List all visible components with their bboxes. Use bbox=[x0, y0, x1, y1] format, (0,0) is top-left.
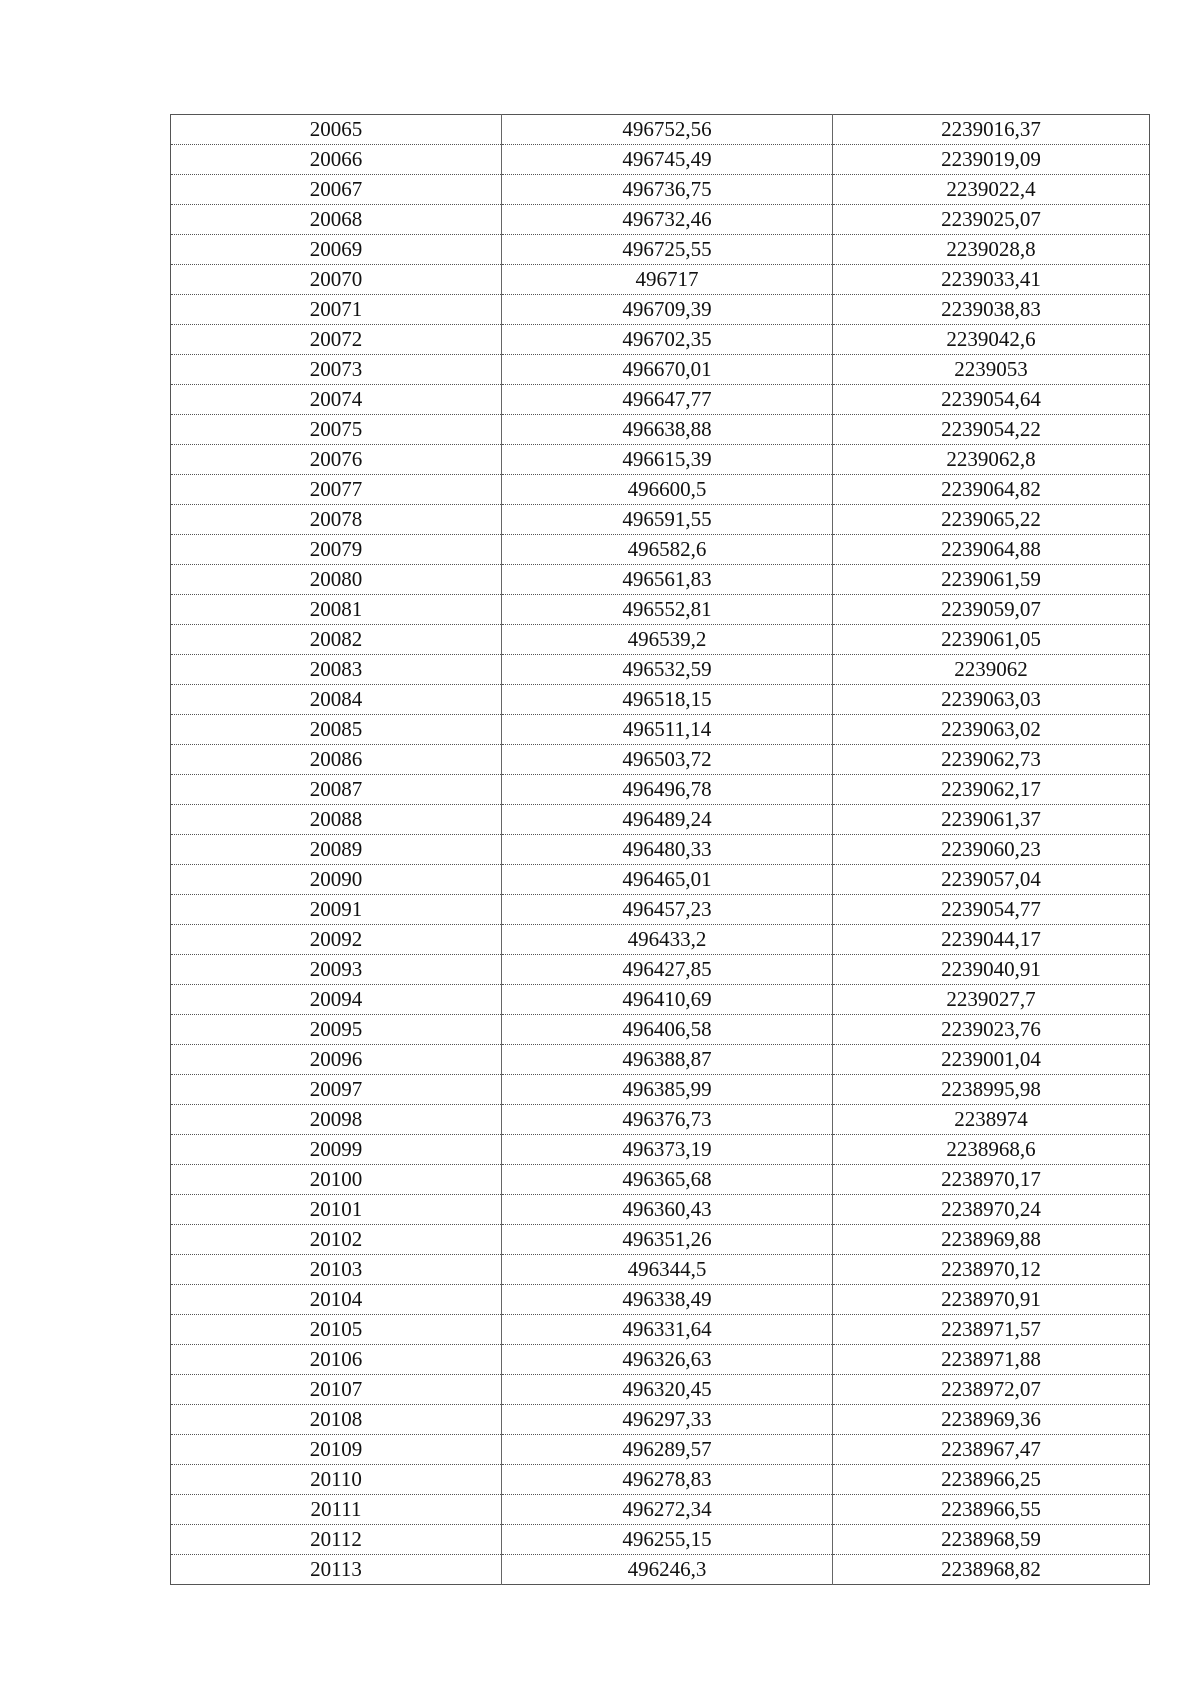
y-coordinate-cell: 2239023,76 bbox=[833, 1015, 1150, 1045]
point-number-cell: 20107 bbox=[171, 1375, 502, 1405]
x-coordinate-cell: 496427,85 bbox=[502, 955, 833, 985]
y-coordinate-cell: 2239042,6 bbox=[833, 325, 1150, 355]
point-number-cell: 20067 bbox=[171, 175, 502, 205]
table-row bbox=[171, 235, 1150, 265]
point-number-cell: 20082 bbox=[171, 625, 502, 655]
point-number-cell: 20094 bbox=[171, 985, 502, 1015]
point-number-cell: 20083 bbox=[171, 655, 502, 685]
table-row bbox=[171, 1465, 1150, 1495]
table-row bbox=[171, 475, 1150, 505]
y-coordinate-cell: 2239057,04 bbox=[833, 865, 1150, 895]
y-coordinate-cell: 2238970,12 bbox=[833, 1255, 1150, 1285]
y-coordinate-cell: 2239061,05 bbox=[833, 625, 1150, 655]
point-number-cell: 20092 bbox=[171, 925, 502, 955]
y-coordinate-cell: 2238969,88 bbox=[833, 1225, 1150, 1255]
point-number-cell: 20110 bbox=[171, 1465, 502, 1495]
x-coordinate-cell: 496709,39 bbox=[502, 295, 833, 325]
x-coordinate-cell: 496600,5 bbox=[502, 475, 833, 505]
point-number-cell: 20078 bbox=[171, 505, 502, 535]
x-coordinate-cell: 496752,56 bbox=[502, 115, 833, 145]
point-number-cell: 20076 bbox=[171, 445, 502, 475]
y-coordinate-cell: 2238995,98 bbox=[833, 1075, 1150, 1105]
table-row bbox=[171, 805, 1150, 835]
table-row bbox=[171, 355, 1150, 385]
x-coordinate-cell: 496320,45 bbox=[502, 1375, 833, 1405]
x-coordinate-cell: 496496,78 bbox=[502, 775, 833, 805]
y-coordinate-cell: 2239025,07 bbox=[833, 205, 1150, 235]
x-coordinate-cell: 496376,73 bbox=[502, 1105, 833, 1135]
table-row bbox=[171, 925, 1150, 955]
table-row bbox=[171, 205, 1150, 235]
x-coordinate-cell: 496246,3 bbox=[502, 1555, 833, 1585]
x-coordinate-cell: 496255,15 bbox=[502, 1525, 833, 1555]
table-row bbox=[171, 1285, 1150, 1315]
table-row bbox=[171, 1135, 1150, 1165]
y-coordinate-cell: 2239019,09 bbox=[833, 145, 1150, 175]
y-coordinate-cell: 2239054,22 bbox=[833, 415, 1150, 445]
y-coordinate-cell: 2238968,82 bbox=[941, 1557, 1041, 1581]
point-number-cell: 20095 bbox=[171, 1015, 502, 1045]
x-coordinate-cell: 496373,19 bbox=[502, 1135, 833, 1165]
x-coordinate-cell: 496745,49 bbox=[502, 145, 833, 175]
y-coordinate-cell: 2239063,03 bbox=[833, 685, 1150, 715]
table-row bbox=[171, 955, 1150, 985]
x-coordinate-cell: 496503,72 bbox=[502, 745, 833, 775]
x-coordinate-cell: 496732,46 bbox=[502, 205, 833, 235]
table-row bbox=[171, 895, 1150, 925]
table-row bbox=[171, 565, 1150, 595]
y-coordinate-cell: 2238967,47 bbox=[833, 1435, 1150, 1465]
table-row bbox=[171, 1525, 1150, 1555]
y-coordinate-cell: 2239001,04 bbox=[833, 1045, 1150, 1075]
table-row bbox=[171, 865, 1150, 895]
y-coordinate-cell: 2239054,64 bbox=[833, 385, 1150, 415]
point-number-cell: 20071 bbox=[171, 295, 502, 325]
x-coordinate-cell: 496338,49 bbox=[502, 1285, 833, 1315]
y-coordinate-cell: 2239044,17 bbox=[833, 925, 1150, 955]
x-coordinate-cell: 496670,01 bbox=[502, 355, 833, 385]
coordinates-table bbox=[170, 114, 1150, 1585]
point-number-cell: 20113 bbox=[171, 1555, 502, 1585]
point-number-cell: 20069 bbox=[171, 235, 502, 265]
table-row bbox=[171, 625, 1150, 655]
x-coordinate-cell: 496326,63 bbox=[502, 1345, 833, 1375]
y-coordinate-cell: 2238974 bbox=[833, 1105, 1150, 1135]
y-coordinate-cell: 2239027,7 bbox=[833, 985, 1150, 1015]
y-coordinate-cell: 2239065,22 bbox=[833, 505, 1150, 535]
point-number-cell: 20111 bbox=[171, 1495, 502, 1525]
point-number-cell: 20090 bbox=[171, 865, 502, 895]
table-row bbox=[171, 265, 1150, 295]
point-number-cell: 20084 bbox=[171, 685, 502, 715]
y-coordinate-cell: 2239063,02 bbox=[833, 715, 1150, 745]
table-row bbox=[171, 1405, 1150, 1435]
table-row bbox=[171, 1435, 1150, 1465]
y-coordinate-cell: 2238970,24 bbox=[833, 1195, 1150, 1225]
x-coordinate-cell: 496702,35 bbox=[502, 325, 833, 355]
y-coordinate-cell: 2238971,88 bbox=[833, 1345, 1150, 1375]
y-coordinate-cell: 2238970,91 bbox=[833, 1285, 1150, 1315]
table-row bbox=[171, 295, 1150, 325]
y-coordinate-cell: 2239062,17 bbox=[833, 775, 1150, 805]
point-number-cell: 20093 bbox=[171, 955, 502, 985]
y-coordinate-cell: 2239033,41 bbox=[833, 265, 1150, 295]
x-coordinate-cell: 496344,5 bbox=[502, 1255, 833, 1285]
table-row bbox=[171, 1255, 1150, 1285]
x-coordinate-cell: 496297,33 bbox=[502, 1405, 833, 1435]
table-row bbox=[171, 415, 1150, 445]
y-coordinate-cell: 2238966,25 bbox=[833, 1465, 1150, 1495]
point-number-cell: 20106 bbox=[171, 1345, 502, 1375]
point-number-cell: 20112 bbox=[171, 1525, 502, 1555]
x-coordinate-cell: 496360,43 bbox=[502, 1195, 833, 1225]
point-number-cell: 20085 bbox=[171, 715, 502, 745]
table-row bbox=[171, 1105, 1150, 1135]
point-number-cell: 20087 bbox=[171, 775, 502, 805]
y-coordinate-cell: 2238970,17 bbox=[833, 1165, 1150, 1195]
table-row bbox=[171, 1045, 1150, 1075]
point-number-cell: 20108 bbox=[171, 1405, 502, 1435]
table-row bbox=[171, 1375, 1150, 1405]
table-row bbox=[171, 1315, 1150, 1345]
y-coordinate-cell: 2238972,07 bbox=[833, 1375, 1150, 1405]
point-number-cell: 20068 bbox=[171, 205, 502, 235]
table-row bbox=[171, 745, 1150, 775]
point-number-cell: 20096 bbox=[171, 1045, 502, 1075]
x-coordinate-cell: 496561,83 bbox=[502, 565, 833, 595]
table-row bbox=[171, 175, 1150, 205]
y-coordinate-cell: 2239016,37 bbox=[833, 115, 1150, 145]
y-coordinate-cell: 2239062,73 bbox=[833, 745, 1150, 775]
y-coordinate-cell: 2239062,8 bbox=[833, 445, 1150, 475]
x-coordinate-cell: 496532,59 bbox=[502, 655, 833, 685]
table-row bbox=[171, 1555, 1150, 1585]
x-coordinate-cell: 496289,57 bbox=[502, 1435, 833, 1465]
table-row bbox=[171, 1225, 1150, 1255]
point-number-cell: 20070 bbox=[171, 265, 502, 295]
x-coordinate-cell: 496385,99 bbox=[502, 1075, 833, 1105]
point-number-cell: 20077 bbox=[171, 475, 502, 505]
table-row bbox=[171, 325, 1150, 355]
y-coordinate-cell: 2239053 bbox=[833, 355, 1150, 385]
point-number-cell: 20109 bbox=[171, 1435, 502, 1465]
x-coordinate-cell: 496518,15 bbox=[502, 685, 833, 715]
point-number-cell: 20074 bbox=[171, 385, 502, 415]
y-coordinate-cell: 2238969,36 bbox=[833, 1405, 1150, 1435]
x-coordinate-cell: 496736,75 bbox=[502, 175, 833, 205]
point-number-cell: 20104 bbox=[171, 1285, 502, 1315]
point-number-cell: 20100 bbox=[171, 1165, 502, 1195]
x-coordinate-cell: 496591,55 bbox=[502, 505, 833, 535]
y-coordinate-cell: 2238968,59 bbox=[833, 1525, 1150, 1555]
point-number-cell: 20091 bbox=[171, 895, 502, 925]
point-number-cell: 20079 bbox=[171, 535, 502, 565]
x-coordinate-cell: 496278,83 bbox=[502, 1465, 833, 1495]
x-coordinate-cell: 496638,88 bbox=[502, 415, 833, 445]
point-number-cell: 20099 bbox=[171, 1135, 502, 1165]
point-number-cell: 20086 bbox=[171, 745, 502, 775]
point-number-cell: 20102 bbox=[171, 1225, 502, 1255]
point-number-cell: 20065 bbox=[171, 115, 502, 145]
y-coordinate-cell: 2239062 bbox=[833, 655, 1150, 685]
x-coordinate-cell: 496331,64 bbox=[502, 1315, 833, 1345]
point-number-cell: 20103 bbox=[171, 1255, 502, 1285]
y-coordinate-cell: 2239038,83 bbox=[833, 295, 1150, 325]
y-coordinate-cell: 2239059,07 bbox=[833, 595, 1150, 625]
x-coordinate-cell: 496365,68 bbox=[502, 1165, 833, 1195]
y-coordinate-cell: 2239060,23 bbox=[833, 835, 1150, 865]
table-row bbox=[171, 535, 1150, 565]
table-row bbox=[171, 1015, 1150, 1045]
point-number-cell: 20097 bbox=[171, 1075, 502, 1105]
x-coordinate-cell: 496457,23 bbox=[502, 895, 833, 925]
table-row bbox=[171, 385, 1150, 415]
x-coordinate-cell: 496511,14 bbox=[502, 715, 833, 745]
x-coordinate-cell: 496582,6 bbox=[502, 535, 833, 565]
point-number-cell: 20075 bbox=[171, 415, 502, 445]
y-coordinate-cell: 2239061,37 bbox=[833, 805, 1150, 835]
table-row bbox=[171, 685, 1150, 715]
table-row bbox=[171, 1075, 1150, 1105]
point-number-cell: 20101 bbox=[171, 1195, 502, 1225]
coordinates-table-body bbox=[171, 115, 1150, 1585]
point-number-cell: 20089 bbox=[171, 835, 502, 865]
x-coordinate-cell: 496615,39 bbox=[502, 445, 833, 475]
point-number-cell: 20072 bbox=[171, 325, 502, 355]
x-coordinate-cell: 496539,2 bbox=[502, 625, 833, 655]
table-row bbox=[171, 595, 1150, 625]
y-coordinate-cell: 2238966,55 bbox=[833, 1495, 1150, 1525]
table-row bbox=[171, 505, 1150, 535]
y-coordinate-cell: 2239028,8 bbox=[833, 235, 1150, 265]
x-coordinate-cell: 496433,2 bbox=[502, 925, 833, 955]
x-coordinate-cell: 496552,81 bbox=[502, 595, 833, 625]
x-coordinate-cell: 496351,26 bbox=[502, 1225, 833, 1255]
x-coordinate-cell: 496388,87 bbox=[502, 1045, 833, 1075]
point-number-cell: 20098 bbox=[171, 1105, 502, 1135]
y-coordinate-cell: 2238971,57 bbox=[833, 1315, 1150, 1345]
x-coordinate-cell: 496647,77 bbox=[502, 385, 833, 415]
table-row bbox=[171, 1495, 1150, 1525]
y-coordinate-cell: 2239064,88 bbox=[833, 535, 1150, 565]
y-coordinate-cell: 2239064,82 bbox=[833, 475, 1150, 505]
table-row bbox=[171, 985, 1150, 1015]
point-number-cell: 20080 bbox=[171, 565, 502, 595]
x-coordinate-cell: 496480,33 bbox=[502, 835, 833, 865]
point-number-cell: 20066 bbox=[171, 145, 502, 175]
table-row bbox=[171, 445, 1150, 475]
point-number-cell: 20088 bbox=[171, 805, 502, 835]
table-row bbox=[171, 775, 1150, 805]
y-coordinate-cell: 2239061,59 bbox=[833, 565, 1150, 595]
x-coordinate-cell: 496725,55 bbox=[502, 235, 833, 265]
y-coordinate-cell: 2239022,4 bbox=[833, 175, 1150, 205]
table-row bbox=[171, 655, 1150, 685]
table-row bbox=[171, 115, 1150, 145]
x-coordinate-cell: 496489,24 bbox=[502, 805, 833, 835]
table-row bbox=[171, 1195, 1150, 1225]
y-coordinate-cell: 2238968,6 bbox=[833, 1135, 1150, 1165]
point-number-cell: 20105 bbox=[171, 1315, 502, 1345]
x-coordinate-cell: 496406,58 bbox=[502, 1015, 833, 1045]
table-row bbox=[171, 1165, 1150, 1195]
table-row bbox=[171, 1345, 1150, 1375]
table-row bbox=[171, 145, 1150, 175]
x-coordinate-cell: 496717 bbox=[502, 265, 833, 295]
table-row bbox=[171, 835, 1150, 865]
x-coordinate-cell: 496410,69 bbox=[502, 985, 833, 1015]
x-coordinate-cell: 496272,34 bbox=[502, 1495, 833, 1525]
y-coordinate-cell: 2239054,77 bbox=[833, 895, 1150, 925]
table-row bbox=[171, 715, 1150, 745]
point-number-cell: 20081 bbox=[171, 595, 502, 625]
y-coordinate-cell: 2239040,91 bbox=[833, 955, 1150, 985]
point-number-cell: 20073 bbox=[171, 355, 502, 385]
x-coordinate-cell: 496465,01 bbox=[502, 865, 833, 895]
